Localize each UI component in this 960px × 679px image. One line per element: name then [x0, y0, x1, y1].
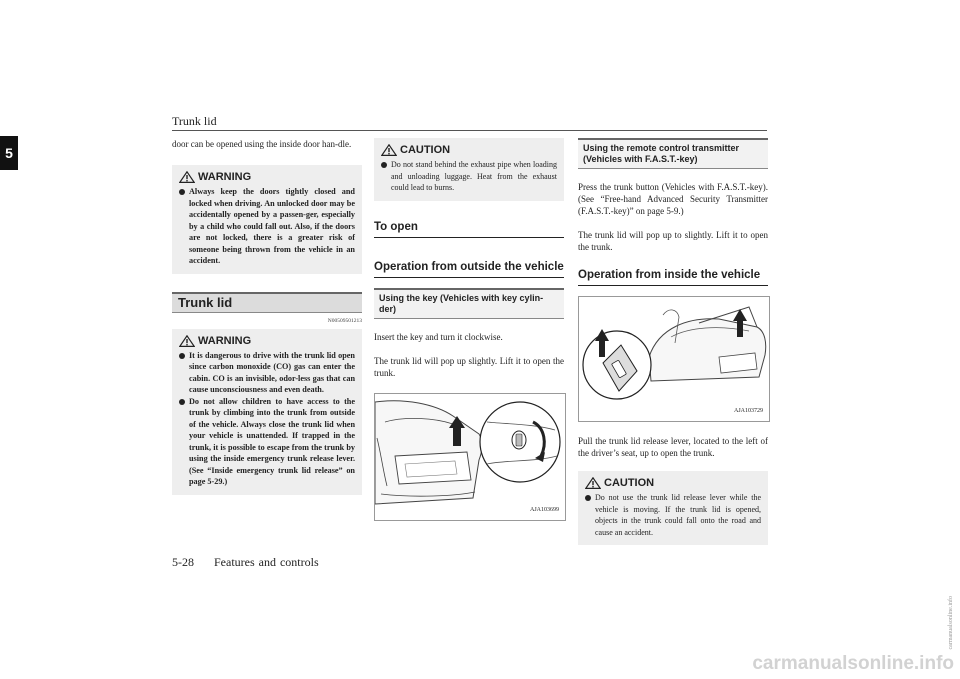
heading-inside-operation: Operation from inside the vehicle — [578, 269, 768, 286]
subheading-remote-transmitter: Using the remote control transmitter (Vehicles with F.A.S.T.-key) — [578, 138, 768, 169]
subheading-using-key: Using the key (Vehicles with key cylin-der) — [374, 288, 564, 319]
bullet-icon — [179, 353, 185, 359]
caution-box-2 — [578, 471, 768, 545]
paragraph-insert-key: Insert the key and turn it clockwise. — [374, 331, 503, 342]
paragraph-pull-lever: Pull the trunk lid release lever, located to the left of the driver’s seat, up to open the trunk. — [578, 436, 768, 458]
column-1 — [172, 138, 362, 495]
page-header-title: Trunk lid — [172, 114, 217, 128]
figure-code: AJA103729 — [733, 408, 763, 414]
caution-header — [585, 477, 761, 489]
caution-label: CAUTION — [400, 144, 451, 156]
list-item: Always keep the doors tightly closed and locked when driving. An unlocked door may be accidentally opened by a passen-ger, especially by a child who could fall out. Also, if the doors are not locked, there is a greater risk of someone being thrown from the vehicle in an accident. — [179, 186, 355, 267]
page-number: 5-28 — [172, 555, 194, 569]
figure-code: AJA103699 — [529, 506, 559, 513]
intro-paragraph: door can be opened using the inside door han-dle. — [172, 139, 352, 149]
bullet-icon — [585, 495, 591, 501]
caution-box-1 — [374, 138, 564, 201]
reference-code: N00509501213 — [327, 317, 362, 324]
warning-box-2 — [172, 329, 362, 495]
warning-label: WARNING — [198, 171, 252, 183]
column-3 — [578, 138, 768, 545]
caution-header — [381, 144, 557, 156]
header-rule — [172, 130, 767, 131]
warning-triangle-icon — [179, 171, 195, 183]
caution-triangle-icon — [381, 144, 397, 156]
paragraph-lid-pops: The trunk lid will pop up to slightly. Lift it to open the trunk. — [578, 230, 768, 252]
column-2 — [374, 138, 564, 521]
warning-box-1 — [172, 165, 362, 274]
paragraph-press-button: Press the trunk button (Vehicles with F.A.S.T.-key). (See “Free-hand Advanced Security Transmitter (F.A.S.T.-key)” on page 5-9.) — [578, 182, 768, 216]
warning-header — [179, 171, 355, 183]
figure-release-lever — [578, 296, 770, 422]
heading-to-open: To open — [374, 221, 564, 238]
figure-trunk-key — [374, 393, 566, 521]
list-item: Do not stand behind the exhaust pipe when loading and unloading luggage. Heat from the exhaust could lead to burns. — [381, 159, 557, 194]
list-item: Do not use the trunk lid release lever while the vehicle is moving. If the trunk lid is opened, objects in the trunk could fall onto the road and cause an accident. — [585, 492, 761, 538]
warning-header — [179, 335, 355, 347]
page-footer — [172, 555, 319, 570]
warning-triangle-icon — [179, 335, 195, 347]
side-watermark-text: carmanualsonline.info — [948, 596, 954, 650]
footer-section-name: Features and controls — [214, 555, 319, 569]
heading-outside-operation: Operation from outside the vehicle — [374, 261, 564, 278]
bullet-icon — [381, 162, 387, 168]
bullet-icon — [179, 189, 185, 195]
list-item: Do not allow children to have access to the trunk by climbing into the trunk from outside of the vehicle. Always close the trunk lid when your vehicle is unattended. If trapped in the trunk, it is possible to escape from the trunk by using the inside emergency trunk release lever. (See “Inside emergency trunk lid release” on page 5-29.) — [179, 396, 355, 488]
bullet-icon — [179, 399, 185, 405]
section-title-trunk-lid: Trunk lid — [172, 292, 362, 313]
chapter-tab: 5 — [0, 136, 18, 170]
caution-triangle-icon — [585, 477, 601, 489]
car-rear-key-illustration — [375, 394, 565, 520]
caution-label: CAUTION — [604, 477, 655, 489]
car-release-lever-illustration — [579, 297, 769, 421]
warning-label: WARNING — [198, 334, 252, 347]
watermark-text: carmanualsonline.info — [752, 653, 954, 674]
list-item: It is dangerous to drive with the trunk lid open since carbon monoxide (CO) gas can enter the cabin. CO is an invisible, odor-less gas that can cause unconsciousness and even death. — [179, 350, 355, 396]
paragraph-trunk-pops: The trunk lid will pop up slightly. Lift it to open the trunk. — [374, 355, 564, 378]
